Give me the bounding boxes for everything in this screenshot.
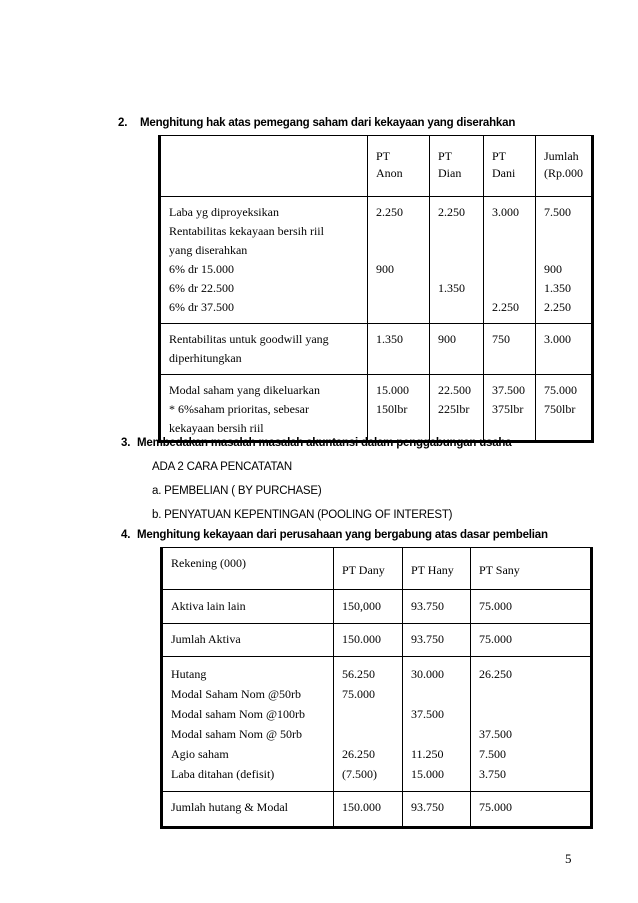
row-jumlah-hutang-label: Jumlah hutang & Modal — [162, 792, 334, 828]
group1-dian: 2.250 1.350 — [430, 197, 484, 324]
row-aktiva-lain-hany: 93.750 — [403, 590, 471, 624]
row-kewajiban-hany: 30.000 37.500 11.250 15.000 — [403, 657, 471, 792]
header-rekening: Rekening (000) — [162, 548, 334, 590]
group3-jumlah: 75.000 750lbr — [536, 375, 593, 442]
section-3-heading — [121, 437, 511, 449]
header-pt-sany: PT Sany — [471, 548, 592, 590]
section-4-title: Menghitung kekayaan dari perusahaan yang bergabung atas dasar pembelian — [137, 529, 548, 541]
row-jumlah-aktiva-sany: 75.000 — [471, 624, 592, 657]
section-3-title: Membedakan masalah masalah akuntansi dalam penggabungan usaha — [137, 437, 512, 449]
header-pt-hany: PT Hany — [403, 548, 471, 590]
row-kewajiban-dany: 56.250 75.000 26.250 (7.500) — [334, 657, 403, 792]
group1-labels: Laba yg diproyeksikan Rentabilitas kekayaan bersih riil yang diserahkan 6% dr 15.000 6% dr 22.500 6% dr 37.500 — [160, 197, 368, 324]
row-jumlah-aktiva-hany: 93.750 — [403, 624, 471, 657]
row-aktiva-lain-sany: 75.000 — [471, 590, 592, 624]
section-3-subtitle: ADA 2 CARA PENCATATAN — [152, 461, 293, 473]
table-row — [160, 375, 593, 442]
row-aktiva-lain-dany: 150,000 — [334, 590, 403, 624]
header-jumlah: Jumlah (Rp.000 — [536, 136, 593, 197]
header-pt-dian: PT Dian — [430, 136, 484, 197]
section-3-item-b: b. PENYATUAN KEPENTINGAN (POOLING OF INTEREST) — [152, 509, 453, 521]
table-header-row — [160, 136, 593, 197]
header-pt-dani: PT Dani — [484, 136, 536, 197]
group2-anon: 1.350 — [368, 324, 430, 375]
row-aktiva-lain-label: Aktiva lain lain — [162, 590, 334, 624]
group1-anon: 2.250 900 — [368, 197, 430, 324]
group3-dian: 22.500 225lbr — [430, 375, 484, 442]
group1-jumlah: 7.500 900 1.350 2.250 — [536, 197, 593, 324]
table-header-row — [162, 548, 592, 590]
group3-labels: Modal saham yang dikeluarkan * 6%saham prioritas, sebesar kekayaan bersih riil — [160, 375, 368, 442]
table-row — [160, 197, 593, 324]
group2-dani: 750 — [484, 324, 536, 375]
section-2-title: Menghitung hak atas pemegang saham dari kekayaan yang diserahkan — [140, 117, 516, 129]
group2-jumlah: 3.000 — [536, 324, 593, 375]
group2-dian: 900 — [430, 324, 484, 375]
row-jumlah-hutang-dany: 150.000 — [334, 792, 403, 828]
table-row — [162, 657, 592, 792]
group3-anon: 15.000 150lbr — [368, 375, 430, 442]
kekayaan-table — [160, 547, 593, 829]
row-kewajiban-sany: 26.250 37.500 7.500 3.750 — [471, 657, 592, 792]
row-jumlah-aktiva-dany: 150.000 — [334, 624, 403, 657]
section-3-number: 3. — [121, 437, 131, 449]
section-3-item-a: a. PEMBELIAN ( BY PURCHASE) — [152, 485, 322, 497]
page-number: 5 — [565, 851, 572, 866]
header-pt-anon: PT Anon — [368, 136, 430, 197]
row-kewajiban-labels: Hutang Modal Saham Nom @50rb Modal saham Nom @100rb Modal saham Nom @ 50rb Agio saham Laba ditahan (defisit) — [162, 657, 334, 792]
section-4-number: 4. — [121, 529, 131, 541]
row-jumlah-hutang-sany: 75.000 — [471, 792, 592, 828]
table-row — [160, 324, 593, 375]
section-4-heading — [121, 529, 548, 541]
group1-dani: 3.000 2.250 — [484, 197, 536, 324]
table-row — [162, 624, 592, 657]
table-row — [162, 792, 592, 828]
table-row — [162, 590, 592, 624]
section-2-heading — [118, 117, 515, 129]
header-empty-cell — [160, 136, 368, 197]
header-pt-dany: PT Dany — [334, 548, 403, 590]
group3-dani: 37.500 375lbr — [484, 375, 536, 442]
group2-labels: Rentabilitas untuk goodwill yang diperhitungkan — [160, 324, 368, 375]
row-jumlah-aktiva-label: Jumlah Aktiva — [162, 624, 334, 657]
section-2-number: 2. — [118, 117, 128, 129]
rentabilitas-table — [158, 135, 594, 443]
row-jumlah-hutang-hany: 93.750 — [403, 792, 471, 828]
